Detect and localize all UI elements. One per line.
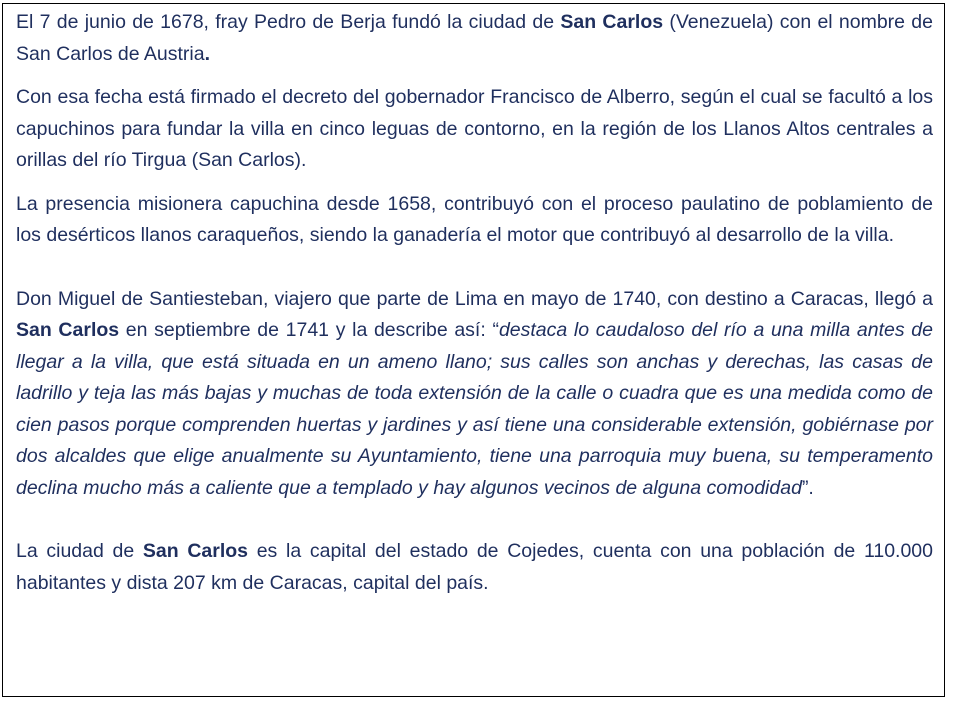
paragraph-santiesteban [16, 284, 933, 505]
city-name-bold: San Carlos [142, 540, 249, 562]
text-segment: Don Miguel de Santiesteban, viajero que parte de Lima en mayo de 1740, con destino a Caracas, llegó a [16, 287, 933, 310]
bold-period: . [204, 42, 211, 65]
quote-italic: destaca lo caudaloso del río a una milla antes de llegar a la villa, que está situada en un ameno llano; sus calles son anchas y derechas, las casas de ladrillo y teja las más bajas y muchas de toda extensión de la calle o cuadra que es una medida como de cien pasos porque comprenden huertas y jardines y así tiene una considerable extensión, gobiérnase por dos alcaldes que elige anualmente su Ayuntamiento, tiene una parroquia muy buena, su temperamento declina mucho más a caliente que a templado y hay algunos vecinos de alguna comodidad [16, 319, 933, 499]
paragraph-mission: La presencia misionera capuchina desde 1658, contribuyó con el proceso paulatino de poblamiento de los desérticos llanos caraqueños, siendo la ganadería el motor que contribuyó al desarrollo de la villa. [16, 192, 933, 246]
text-segment: en septiembre de 1741 y la describe así: “ [119, 319, 499, 341]
city-name-bold: San Carlos [16, 319, 120, 341]
text-box [2, 3, 945, 697]
quote-close: ”. [801, 476, 814, 499]
paragraph-decree: Con esa fecha está firmado el decreto del gobernador Francisco de Alberro, según el cual se facultó a los capuchinos para fundar la villa en cinco leguas de contorno, en la región de los Llanos Altos centrales a orillas del río Tirgua (San Carlos). [16, 86, 933, 171]
text-segment: El 7 de junio de 1678, fray Pedro de Berja fundó la ciudad de [16, 11, 561, 33]
city-name-bold: San Carlos [560, 11, 664, 33]
text-segment: La ciudad de [16, 540, 143, 562]
text-segment: es la capital del estado de Cojedes, cuenta con una población de 110.000 habitantes y dista 207 km de Caracas, capital del país. [16, 540, 933, 594]
text-segment: (Venezuela) con el nombre de San Carlos de Austria [16, 11, 933, 65]
paragraph-founding [16, 7, 933, 70]
paragraph-capital [16, 536, 933, 599]
